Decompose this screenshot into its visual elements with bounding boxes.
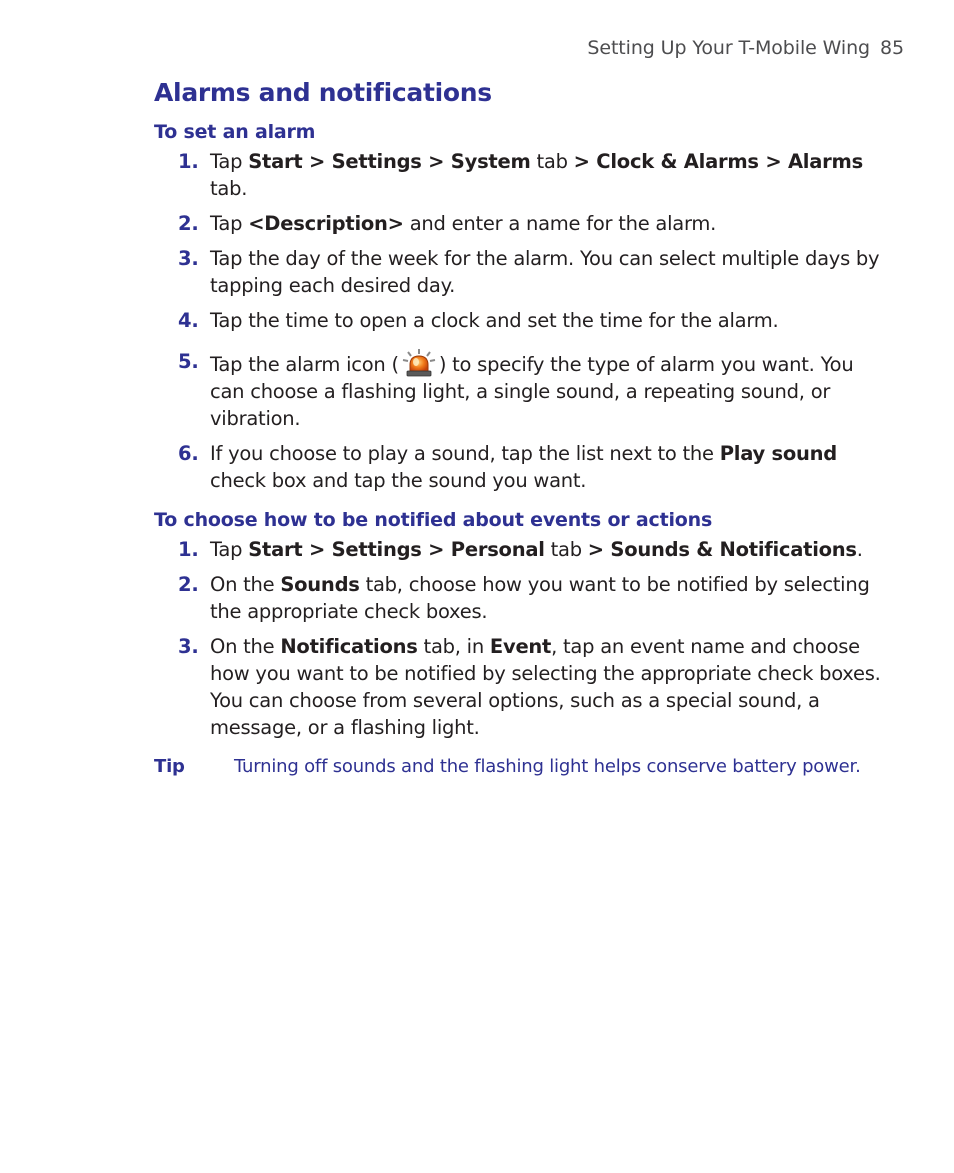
set-alarm-heading: To set an alarm bbox=[154, 121, 316, 143]
step-bold-text: Start > Settings > Personal bbox=[248, 538, 545, 561]
step-text: Tap the day of the week for the alarm. You can select multiple days by tapping each desired day. bbox=[210, 247, 880, 297]
section-title: Alarms and notifications bbox=[154, 78, 492, 107]
step-text: If you choose to play a sound, tap the list next to the bbox=[210, 442, 720, 465]
step-number: 3. bbox=[178, 247, 199, 270]
notify-step-3 bbox=[154, 633, 884, 741]
set-alarm-step-6 bbox=[154, 440, 884, 494]
step-bold-text: Play sound bbox=[719, 442, 837, 465]
step-text: Tap bbox=[210, 538, 249, 561]
step-text: Tap bbox=[210, 150, 249, 173]
step-number: 5. bbox=[178, 350, 199, 373]
step-text: Tap the time to open a clock and set the time for the alarm. bbox=[210, 309, 779, 332]
step-bold-text: Sounds bbox=[280, 573, 360, 596]
step-text: . bbox=[856, 538, 863, 561]
tip-note bbox=[154, 755, 884, 779]
set-alarm-step-4 bbox=[154, 307, 884, 334]
step-text: and enter a name for the alarm. bbox=[403, 212, 717, 235]
notify-step-2 bbox=[154, 571, 884, 625]
step-bold-text: Start > Settings > System bbox=[248, 150, 531, 173]
step-text: tab bbox=[544, 538, 588, 561]
tip-label: Tip bbox=[154, 756, 185, 777]
step-bold-text: <Description> bbox=[248, 212, 404, 235]
notify-step-1 bbox=[154, 536, 884, 563]
page-content bbox=[154, 76, 884, 779]
step-text: ) to specify the type of alarm you want. You can choose a flashing light, a single sound, a repeating sound, or vibration. bbox=[210, 353, 854, 430]
step-bold-text: Event bbox=[489, 635, 552, 658]
step-number: 2. bbox=[178, 573, 199, 596]
step-number: 3. bbox=[178, 635, 199, 658]
step-number: 1. bbox=[178, 538, 199, 561]
set-alarm-step-3 bbox=[154, 245, 884, 299]
set-alarm-step-1 bbox=[154, 148, 884, 202]
step-bold-text: Notifications bbox=[280, 635, 418, 658]
step-bold-text: > Sounds & Notifications bbox=[587, 538, 857, 561]
step-text: Tap the alarm icon ( bbox=[210, 353, 399, 376]
step-text: tab bbox=[530, 150, 574, 173]
step-text: On the bbox=[210, 573, 281, 596]
step-text: On the bbox=[210, 635, 281, 658]
page-number: 85 bbox=[880, 37, 904, 59]
step-number: 6. bbox=[178, 442, 199, 465]
step-text: , tap an event name and choose how you want to be notified by selecting the appropriate check boxes. You can choose from several options, such as a special sound, a message, or a flashing light. bbox=[210, 635, 881, 739]
set-alarm-steps bbox=[154, 148, 884, 494]
step-text: Tap bbox=[210, 212, 249, 235]
tip-text: Turning off sounds and the flashing light helps conserve battery power. bbox=[234, 756, 861, 777]
step-bold-text: > Clock & Alarms > Alarms bbox=[573, 150, 863, 173]
set-alarm-step-2 bbox=[154, 210, 884, 237]
step-text: tab, choose how you want to be notified by selecting the appropriate check boxes. bbox=[210, 573, 870, 623]
set-alarm-step-5 bbox=[154, 348, 884, 432]
step-text: tab. bbox=[210, 177, 248, 200]
alarm-icon bbox=[401, 348, 437, 378]
running-title: Setting Up Your T-Mobile Wing bbox=[587, 37, 871, 59]
step-number: 1. bbox=[178, 150, 199, 173]
notify-heading: To choose how to be notified about events or actions bbox=[154, 509, 713, 531]
step-number: 4. bbox=[178, 309, 199, 332]
step-text: tab, in bbox=[417, 635, 490, 658]
notify-steps bbox=[154, 536, 884, 741]
step-number: 2. bbox=[178, 212, 199, 235]
step-text: check box and tap the sound you want. bbox=[210, 469, 587, 492]
running-header bbox=[587, 37, 904, 59]
